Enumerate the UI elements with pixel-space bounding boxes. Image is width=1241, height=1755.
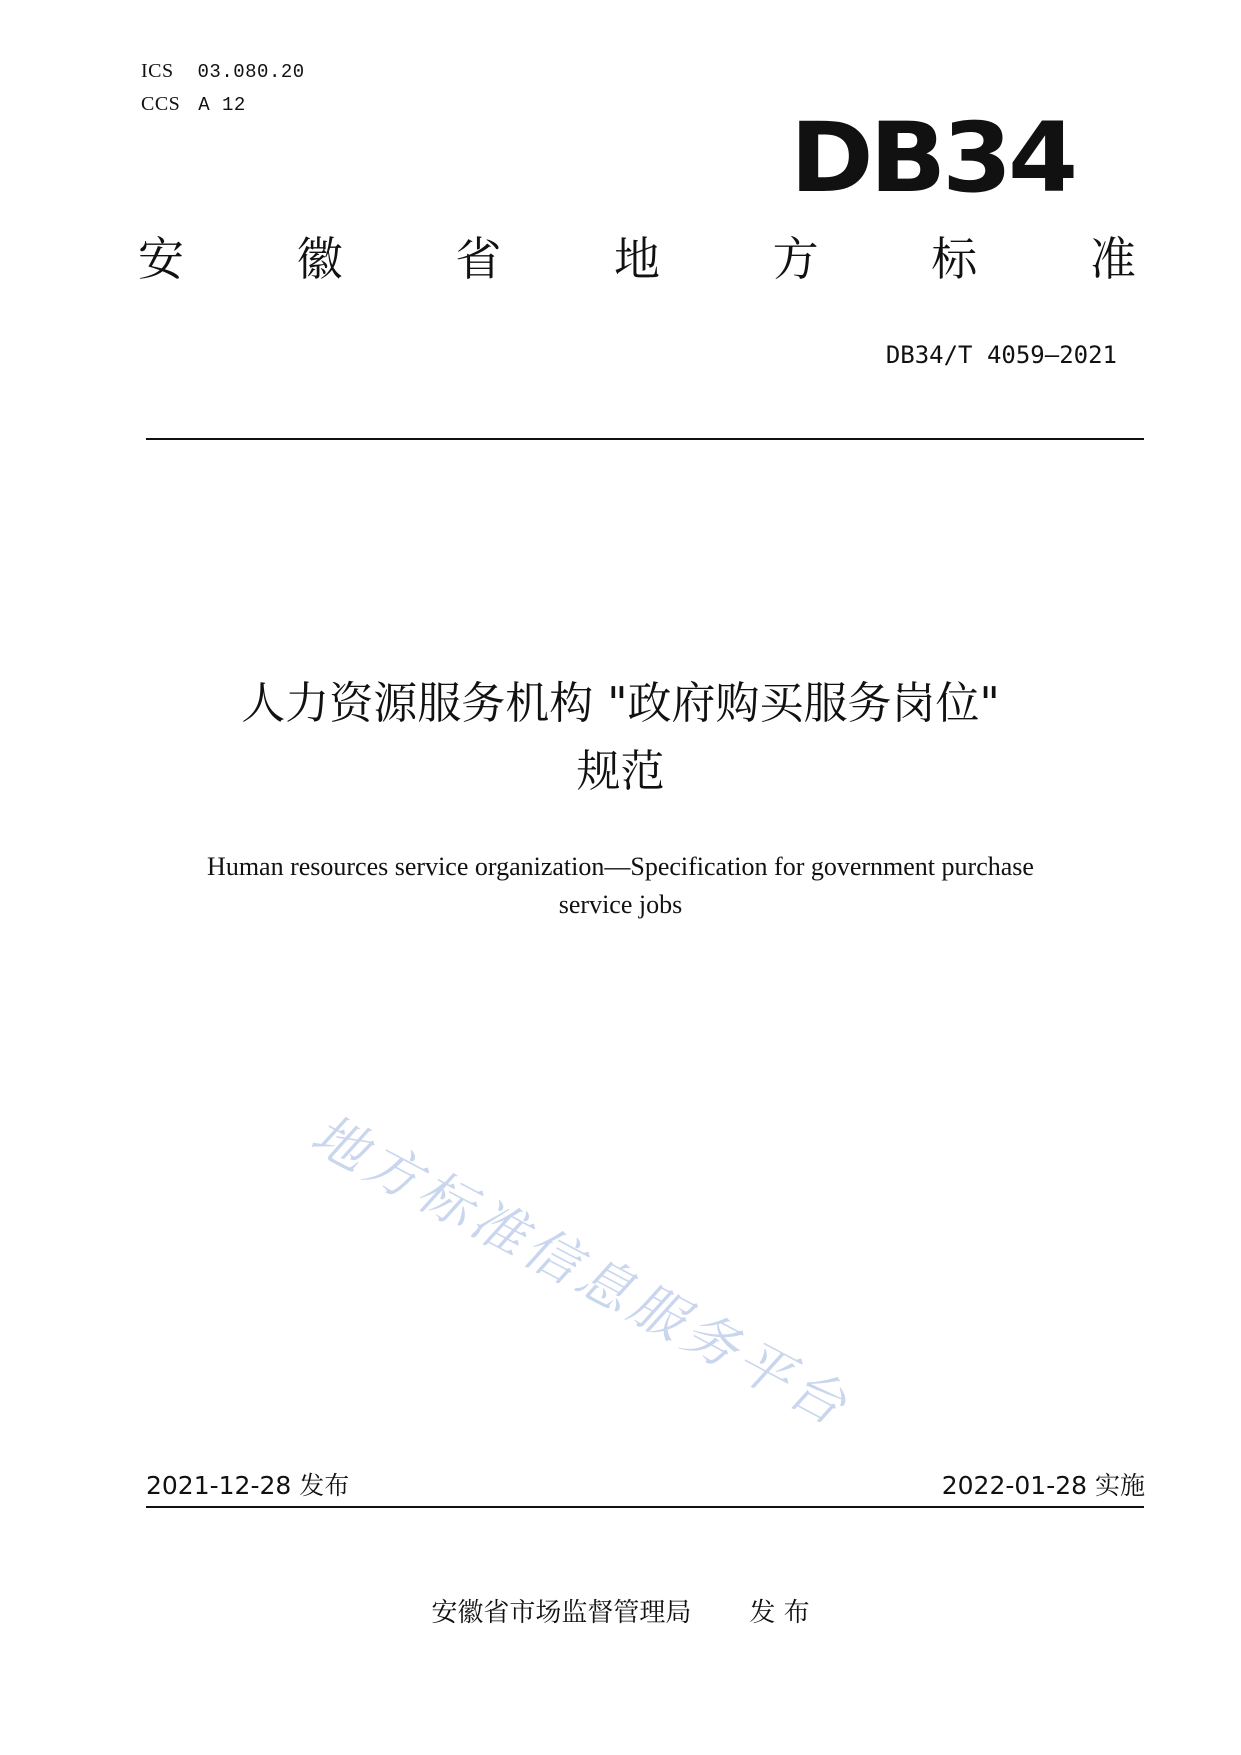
ccs-label: CCS bbox=[141, 93, 181, 115]
standard-type-char: 地 bbox=[613, 232, 660, 286]
standard-type-char: 安 bbox=[138, 232, 184, 286]
issuer-action: 发 布 bbox=[749, 1598, 810, 1628]
standard-type-char: 准 bbox=[1089, 232, 1136, 286]
standard-type-char: 方 bbox=[772, 232, 819, 286]
db34-logo: DB34 bbox=[790, 102, 1074, 214]
ccs-code bbox=[141, 93, 246, 116]
issuer-line bbox=[0, 1592, 1241, 1629]
standard-type-heading bbox=[138, 232, 1136, 286]
standard-type-char: 省 bbox=[455, 232, 502, 286]
watermark: 地方标准信息服务平台 bbox=[301, 1102, 861, 1440]
standard-type-char: 徽 bbox=[296, 232, 343, 286]
document-number: DB34/T 4059—2021 bbox=[885, 341, 1117, 369]
issuer-name: 安徽省市场监督管理局 bbox=[431, 1598, 692, 1628]
ics-value: 03.080.20 bbox=[197, 61, 305, 83]
effective-date: 2022-01-28 实施 bbox=[941, 1471, 1145, 1500]
title-cn-line1: 人力资源服务机构 "政府购买服务岗位" bbox=[241, 678, 1000, 729]
title-en-line1: Human resources service organization—Specification for government purchase bbox=[207, 852, 1034, 881]
top-divider bbox=[146, 438, 1144, 440]
title-en-line2: service jobs bbox=[558, 890, 683, 919]
bottom-divider bbox=[146, 1506, 1144, 1508]
ics-label: ICS bbox=[141, 60, 174, 82]
publish-date: 2021-12-28 发布 bbox=[146, 1471, 350, 1500]
ics-code bbox=[141, 60, 305, 83]
ccs-value: A 12 bbox=[198, 94, 246, 116]
title-cn-line2: 规范 bbox=[576, 746, 665, 797]
standard-type-char: 标 bbox=[931, 232, 978, 286]
